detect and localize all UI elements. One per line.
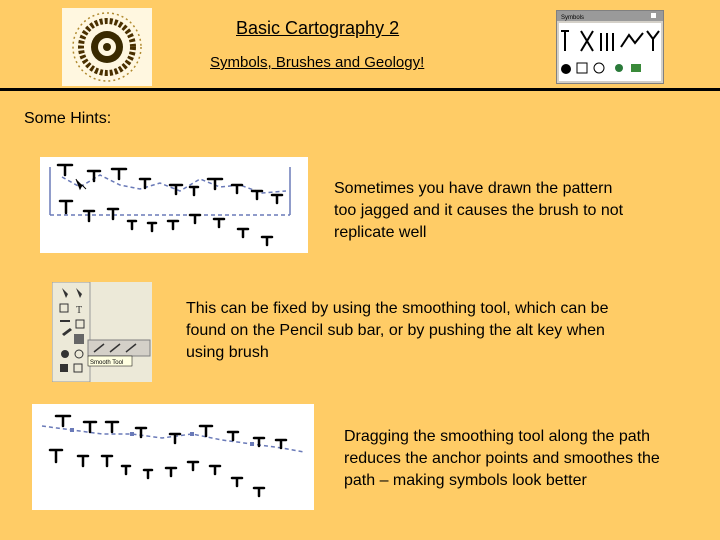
palette-title: Symbols xyxy=(561,15,585,21)
hint-text-1: Sometimes you have drawn the pattern too jagged and it causes the brush to not replicate well xyxy=(334,180,624,241)
smooth-tool-tooltip: Smooth Tool xyxy=(90,360,124,366)
page-subtitle: Symbols, Brushes and Geology! xyxy=(210,54,425,71)
hint-text-2: This can be fixed by using the smoothing tool, which can be found on the Pencil sub bar, or by pushing the alt key when using brush xyxy=(186,300,609,361)
svg-text:T: T xyxy=(76,305,83,316)
pencil-toolbar-screenshot xyxy=(52,282,152,382)
page-title: Basic Cartography 2 xyxy=(236,18,400,38)
hint-text-3: Dragging the smoothing tool along the path reduces the anchor points and smoothes the path – making symbols look better xyxy=(344,428,660,489)
jagged-brush-example xyxy=(40,157,308,253)
hints-heading: Some Hints: xyxy=(24,110,112,127)
symbols-palette xyxy=(556,10,664,84)
mandala-logo-icon xyxy=(62,8,152,86)
smoothed-brush-example xyxy=(32,404,314,510)
header-divider xyxy=(0,88,720,91)
